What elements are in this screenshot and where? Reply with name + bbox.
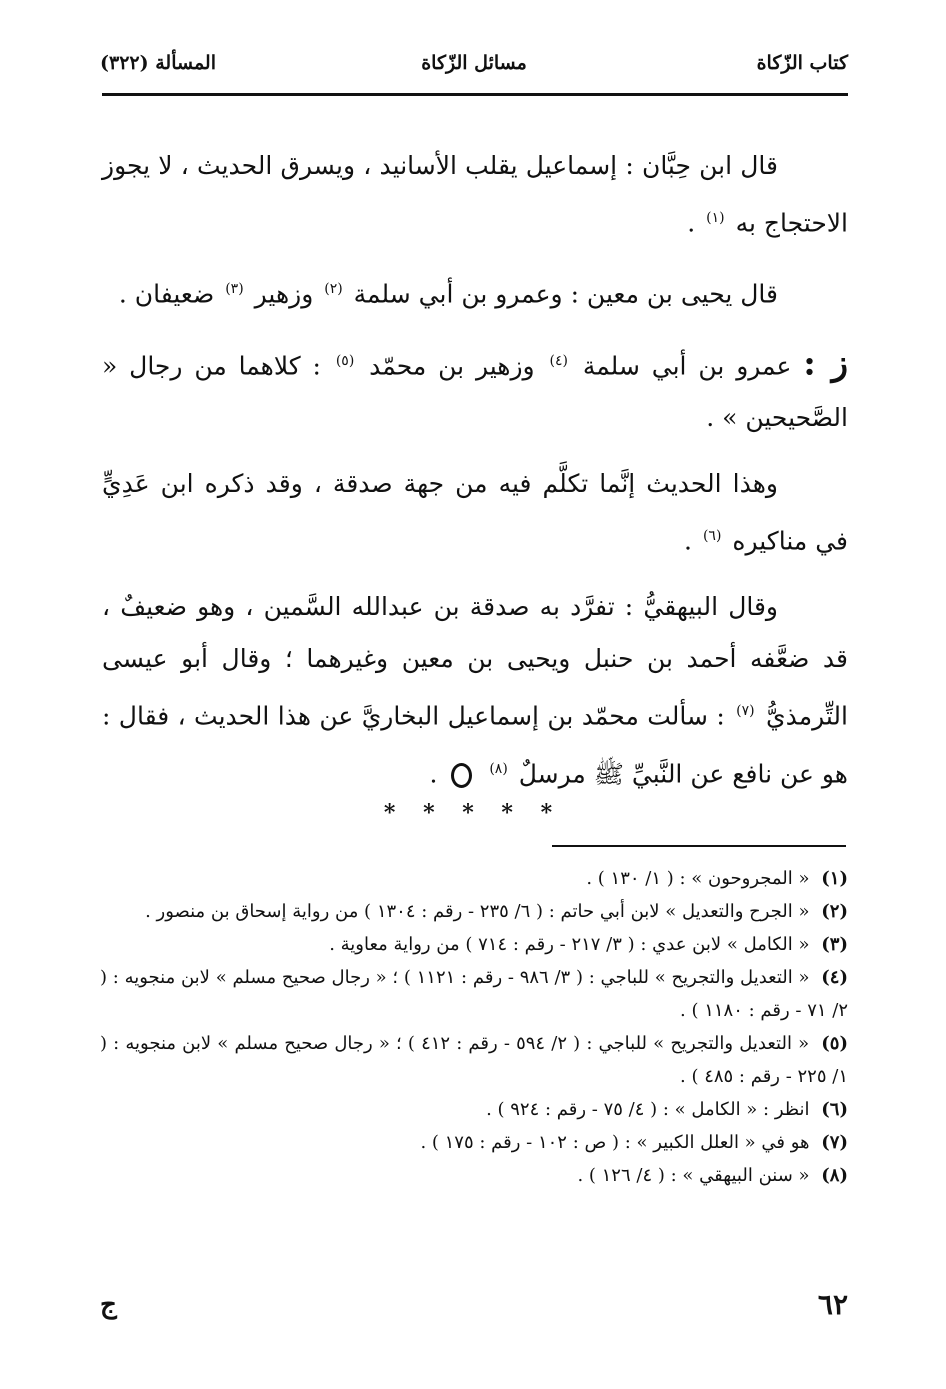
book-title: كتاب الزّكاة [756,52,848,74]
footnote-text: « التعديل والتجريح » للباجي : ( ٣/ ٩٨٦ - رقم : ١١٢١ ) ؛ « رجال صحيح مسلم » لابن منجويه : ( ٢/ ٧١ - رقم : ١١٨٠ ) . [100,967,848,1021]
footnote-number: (٧) [821,1132,848,1153]
header-rule [102,93,848,96]
footnote-item [100,928,848,961]
p3-text-b: وزهير بن محمّد [369,350,535,380]
section-title: مسائل الزّكاة [421,52,527,74]
footnote-ref-5[interactable]: (٥) [335,352,355,369]
footnote-item [100,1027,848,1093]
footnote-text: انظر : « الكامل » : ( ٤/ ٧٥ - رقم : ٩٢٤ ) . [486,1099,810,1120]
p1-text: قال ابن حِبَّان : إسماعيل يقلب الأسانيد ، ويسرق الحديث ، لا يجوز الاحتجاج به [102,151,848,238]
footnote-number: (٥) [821,1033,848,1054]
footnote-text: هو في « العلل الكبير » : ( ص : ١٠٢ - رقم : ١٧٥ ) . [420,1132,810,1153]
footnote-text: « المجروحون » : ( ١/ ١٣٠ ) . [586,868,810,889]
footnote-number: (٤) [821,967,848,988]
p5-text-a: وقال البيهقيُّ : تفرَّد به صدقة بن عبدالله السَّمين ، وهو ضعيفٌ ، قد ضعَّفه أحمد بن حنبل ويحيى بن معين وغيرهما ؛ وقال أبو عيسى التِّرمذيُّ [102,592,848,731]
paragraph-3 [102,335,848,444]
footnote-text: « الكامل » لابن عدي : ( ٣/ ٢١٧ - رقم : ٧١٤ ) من رواية معاوية . [329,934,810,955]
footnote-item [100,1126,848,1159]
p3-text-a: عمرو بن أبي سلمة [582,350,792,380]
p5-end: . [429,758,438,788]
footnote-ref-2[interactable]: (٢) [324,281,343,298]
main-text [102,140,848,814]
footnote-number: (٦) [821,1099,848,1120]
footnote-item [100,1093,848,1126]
footnote-item [100,1159,848,1192]
footnote-ref-1[interactable]: (١) [706,210,725,226]
footnote-text: « الجرح والتعديل » لابن أبي حاتم : ( ٦/ ٢٣٥ - رقم : ١٣٠٤ ) من رواية إسحاق بن منصور . [145,901,810,922]
footnote-number: (٨) [821,1165,848,1186]
footnotes [100,862,848,1192]
footnote-number: (١) [821,868,848,889]
p2-text-c: ضعيفان . [118,279,215,309]
zawaid-mark: ز : [803,342,849,383]
p3-text-c: : كلاهما من رجال « الصَّحيحين » . [102,350,848,432]
footnote-ref-8[interactable]: (٨) [489,760,508,777]
running-header [100,52,848,82]
footnote-ref-3[interactable]: (٣) [225,281,244,298]
footnote-item [100,862,848,895]
paragraph-4 [102,458,848,567]
p2-text-a: قال يحيى بن معين : وعمرو بن أبي سلمة [353,279,778,309]
footnote-text: « التعديل والتجريح » للباجي : ( ٢/ ٥٩٤ - رقم : ٤١٢ ) ؛ « رجال صحيح مسلم » لابن منجويه : ( ١/ ٢٢٥ - رقم : ٤٨٥ ) . [100,1033,848,1087]
footnote-ref-7[interactable]: (٧) [736,703,755,720]
p1-end: . [687,208,696,238]
section-separator: * * * * * [383,800,563,826]
footnote-item [100,961,848,1027]
footnote-rule [552,845,846,847]
footnote-item [100,895,848,928]
p4-end: . [684,526,692,556]
footnote-text: « سنن البيهقي » : ( ٤/ ١٢٦ ) . [577,1165,810,1186]
paragraph-1 [102,140,848,249]
page-number: ٦٢ [817,1288,848,1321]
paragraph-2 [102,263,848,320]
p4-text: وهذا الحديث إنَّما تكلَّم فيه من جهة صدقة ، وقد ذكره ابن عَدِيٍّ في مناكيره [102,468,848,556]
footnote-number: (٣) [821,934,848,955]
footnote-ref-6[interactable]: (٦) [702,527,722,544]
issue-number: المسألة (٣٢٢) [100,52,216,74]
paragraph-5 [102,581,848,800]
end-circle-icon [451,763,472,788]
signature-mark: ج [100,1290,117,1320]
p5-text-b: : سألت محمّد بن إسماعيل البخاريَّ عن هذا الحديث ، فقال : هو عن نافع عن النَّبيِّ ﷺ مرسلٌ [102,701,848,788]
footnote-ref-4[interactable]: (٤) [549,352,568,369]
p2-text-b: وزهير [254,279,314,309]
footnote-number: (٢) [821,901,848,922]
